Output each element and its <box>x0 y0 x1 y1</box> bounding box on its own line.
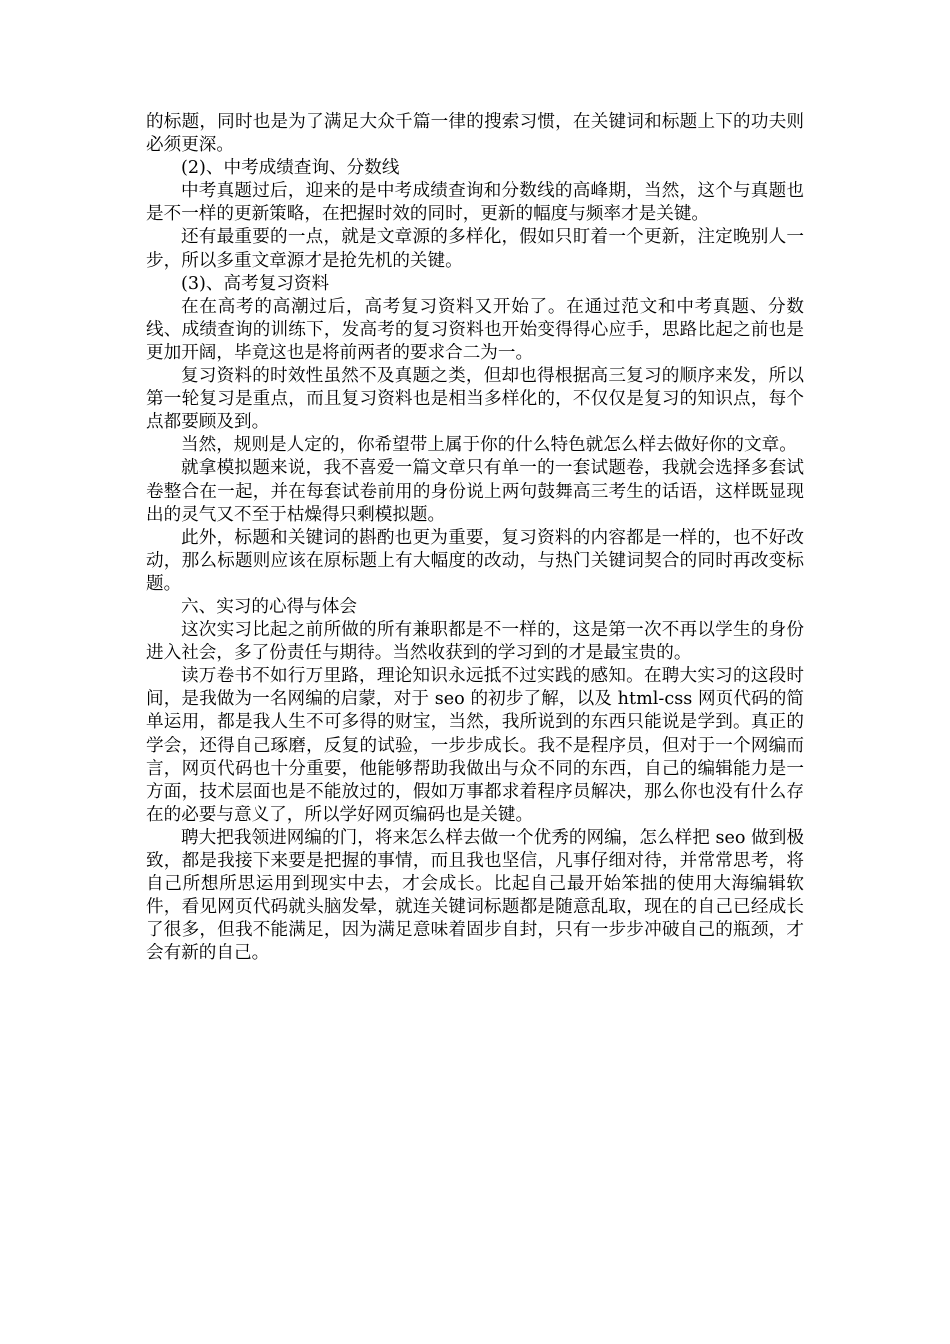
paragraph: 此外，标题和关键词的斟酌也更为重要，复习资料的内容都是一样的，也不好改动，那么标题则应该在原标题上有大幅度的改动，与热门关键词契合的同时再改变标题。 <box>146 527 804 594</box>
paragraph: 在在高考的高潮过后，高考复习资料又开始了。在通过范文和中考真题、分数线、成绩查询的训练下，发高考的复习资料也开始变得得心应手，思路比起之前也是更加开阔，毕竟这也是将前两者的要求合二为一。 <box>146 296 804 363</box>
paragraph: 的标题，同时也是为了满足大众千篇一律的搜索习惯，在关键词和标题上下的功夫则必须更深。 <box>146 112 804 156</box>
document-body <box>146 111 804 965</box>
paragraph: 这次实习比起之前所做的所有兼职都是不一样的，这是第一次不再以学生的身份进入社会，多了份责任与期待。当然收获到的学习到的才是最宝贵的。 <box>146 620 804 664</box>
paragraph: 聘大把我领进网编的门，将来怎么样去做一个优秀的网编，怎么样把 seo 做到极致，都是我接下来要是把握的事情，而且我也坚信，凡事仔细对待，并常常思考，将自己所想所思运用到现实中去，才会成长。比起自己最开始笨拙的使用大海编辑软件，看见网页代码就头脑发晕，就连关键词标题都是随意乱取，现在的自己已经成长了很多，但我不能满足，因为满足意味着固步自封，只有一步步冲破自己的瓶颈，才会有新的自己。 <box>146 827 804 964</box>
paragraph: 读万卷书不如行万里路，理论知识永远抵不过实践的感知。在聘大实习的这段时间，是我做为一名网编的启蒙，对于 seo 的初步了解，以及 html-css 网页代码的简单运用，都是我人生不可多得的财宝，当然，我所说到的东西只能说是学到。真正的学会，还得自己琢磨，反复的试验，一步步成长。我不是程序员，但对于一个网编而言，网页代码也十分重要，他能够帮助我做出与众不同的东西，自己的编辑能力是一方面，技术层面也是不能放过的，假如万事都求着程序员解决，那么你也没有什么存在的必要与意义了，所以学好网页编码也是关键。 <box>146 666 804 825</box>
section-heading: 六、实习的心得与体会 <box>181 596 357 617</box>
paragraph: 当然，规则是人定的，你希望带上属于你的什么特色就怎么样去做好你的文章。 <box>181 435 797 456</box>
section-heading: (3)、高考复习资料 <box>181 273 330 294</box>
paragraph: 中考真题过后，迎来的是中考成绩查询和分数线的高峰期，当然，这个与真题也是不一样的更新策略，在把握时效的同时，更新的幅度与频率才是关键。 <box>146 181 804 225</box>
paragraph: 复习资料的时效性虽然不及真题之类，但却也得根据高三复习的顺序来发，所以第一轮复习是重点，而且复习资料也是相当多样化的，不仅仅是复习的知识点，每个点都要顾及到。 <box>146 366 804 433</box>
section-heading: (2)、中考成绩查询、分数线 <box>181 158 400 179</box>
paragraph: 还有最重要的一点，就是文章源的多样化，假如只盯着一个更新，注定晚别人一步，所以多重文章源才是抢先机的关键。 <box>146 227 804 271</box>
paragraph: 就拿模拟题来说，我不喜爱一篇文章只有单一的一套试题卷，我就会选择多套试卷整合在一起，并在每套试卷前用的身份说上两句鼓舞高三考生的话语，这样既显现出的灵气又不至于枯燥得只剩模拟题。 <box>146 458 804 525</box>
